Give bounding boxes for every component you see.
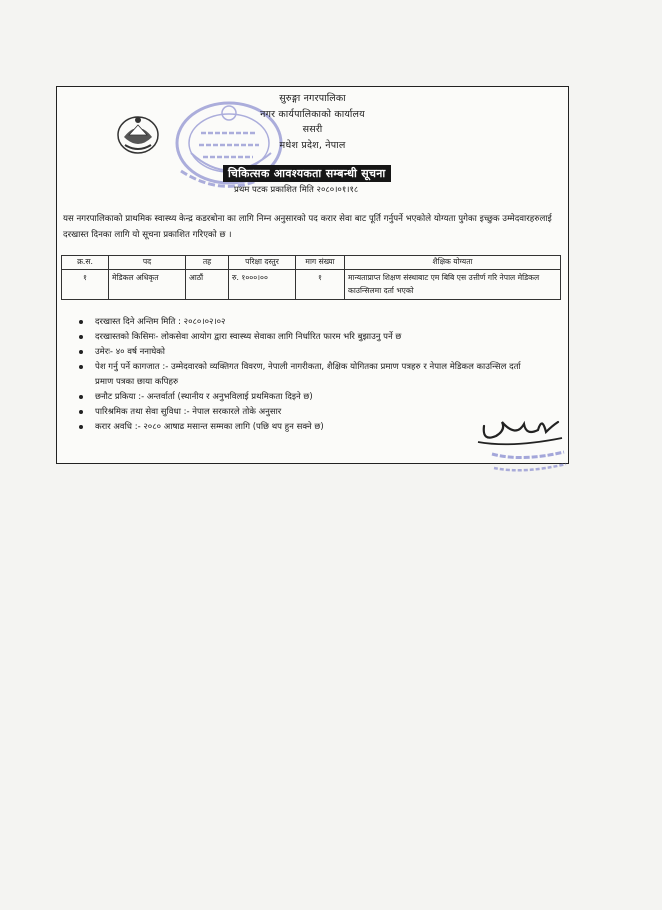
col-level: तह [186,256,229,270]
cell-post: मेडिकल अधिकृत [109,270,186,300]
col-post: पद [109,256,186,270]
publish-date: प्रथम पटक प्रकाशित मिति २०८०।०१।१८ [234,185,359,195]
col-serial: क्र.स. [62,256,109,270]
intro-paragraph: यस नगरपालिकाको प्राथमिक स्वास्थ्य केन्द्र कडरबोना का लागि निम्न अनुसारको पद करार सेवा बाट पूर्ति गर्नुपर्ने भएकोले योग्यता पुगेका इच्छुक उम्मेदवारहरुलाई दरखास्त दिनका लागि यो सूचना प्रकाशित गरिएको छ । [63,214,552,240]
cell-serial: १ [62,270,109,300]
officer-signature-icon [472,402,568,482]
cell-demand: १ [296,270,345,300]
municipality-name: सुरुङ्गा नगरपालिका [279,93,346,104]
notice-conditions [77,315,528,435]
col-exam-fee: परिक्षा दस्तुर [229,256,296,270]
cell-exam-fee: रु. १०००।०० [229,270,296,300]
list-item: उमेरः- ४० वर्ष ननाघेको [89,345,528,360]
list-item: पेश गर्नु पर्ने कागजात :- उम्मेदवारको व्यक्तिगत विवरण, नेपाली नागरीकता, शैक्षिक योगितका प्रमाण पत्रहरु र नेपाल मेडिकल काउन्सिल दर्ता प्रमाण पत्रका छाया कपिहरु [89,360,528,390]
list-item: दरखास्त दिने अन्तिम मिति : २०८०।०२।०२ [89,315,528,330]
list-item: पारिश्रमिक तथा सेवा सुविधा :- नेपाल सरकारले तोके अनुसार [89,405,528,420]
cell-qualification: मान्यताप्राप्त शिक्षण संस्थाबाट एम बिबि एस उत्तीर्ण गरि नेपाल मेडिकल काउन्सिलमा दर्ता भएको [345,270,561,300]
office-header [57,91,568,153]
cell-level: आठौं [186,270,229,300]
vacancy-table [61,255,561,300]
office-name: नगर कार्यपालिकाको कार्यालय [260,108,365,120]
office-province: मधेश प्रदेश, नेपाल [279,139,346,151]
table-row [62,270,561,300]
list-item: दरखास्तको किसिमः- लोकसेवा आयोग द्वारा स्वास्थ्य सेवाका लागि निर्धारित फारम भरि बुझाउनु पर्ने छ [89,330,528,345]
table-header-row [62,256,561,270]
col-demand: माग संख्या [296,256,345,270]
col-qualification: शैक्षिक योग्यता [345,256,561,270]
notice-title: चिकित्सक आवश्यकता सम्बन्धी सूचना [223,165,391,182]
list-item: करार अवधि :- २०८० आषाढ मसान्त सम्मका लागि (पछि थप हुन सक्ने छ) [89,420,528,435]
office-place: ससरी [302,124,323,135]
list-item: छनौट प्रकिया :- अन्तर्वार्ता (स्थानीय र अनुभविलाई प्रथमिकता दिइने छ) [89,390,528,405]
